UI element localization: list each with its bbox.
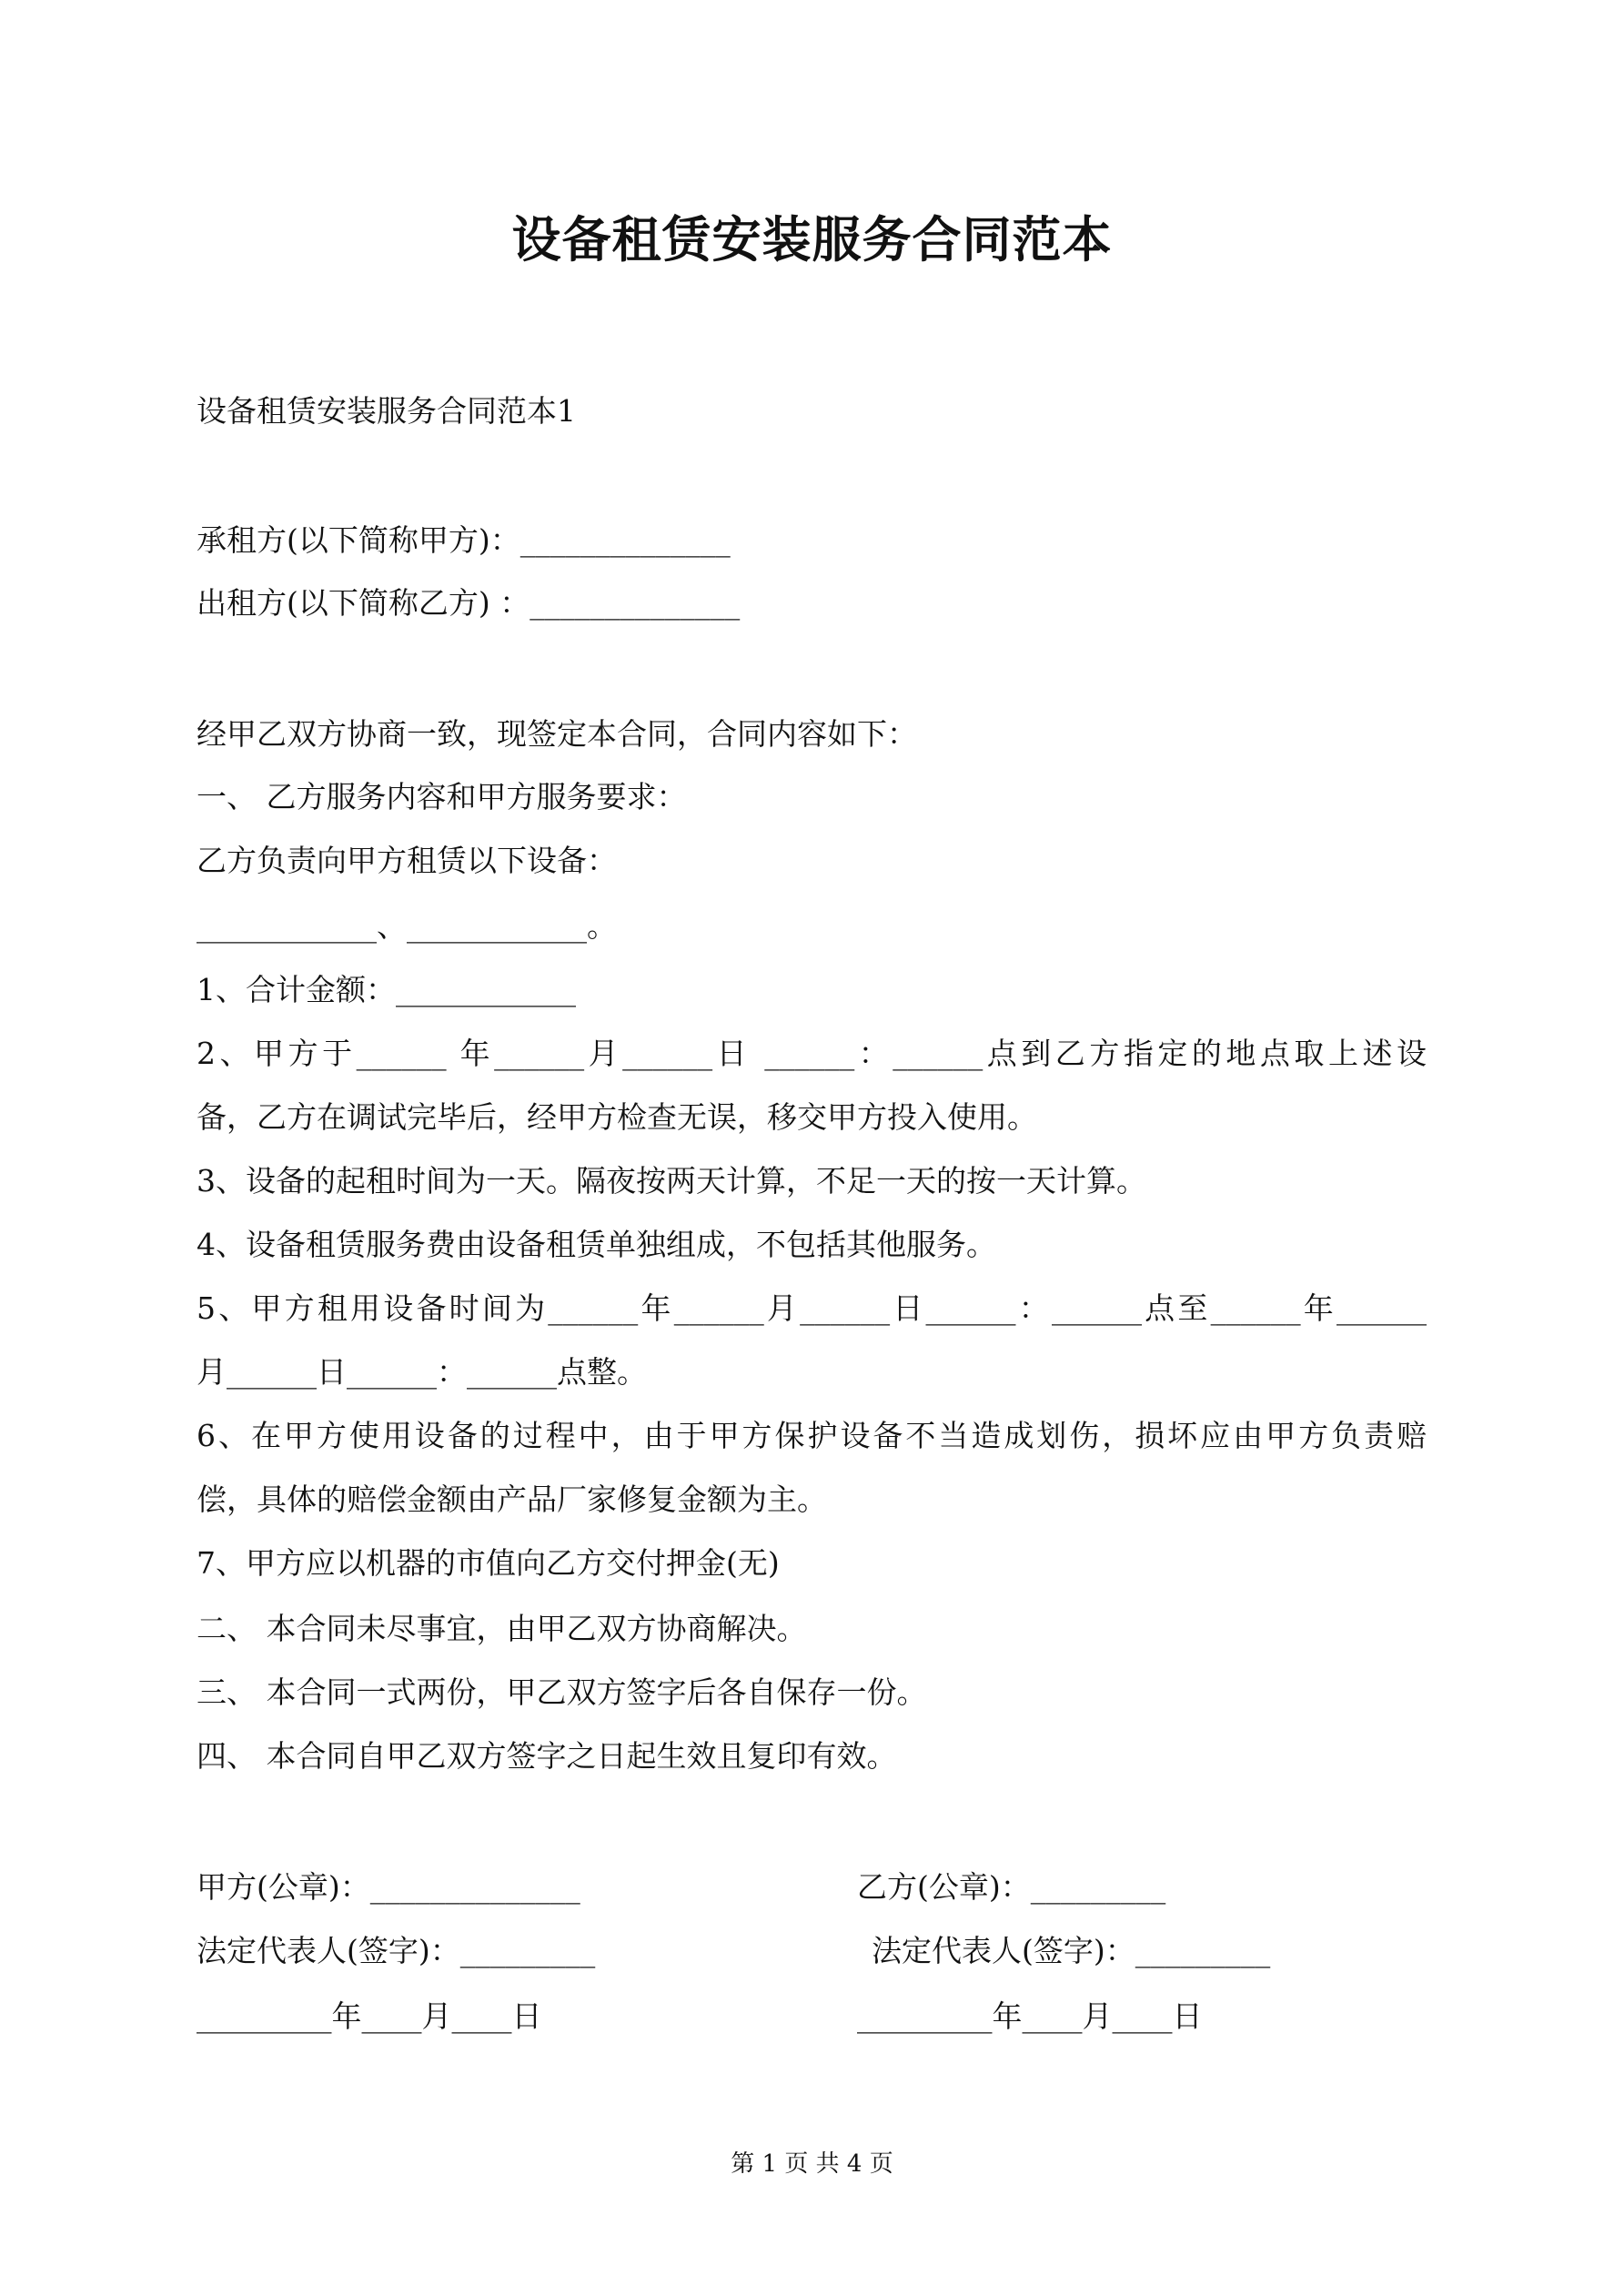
party-b-seal: 乙方(公章)：_________ xyxy=(857,1869,1166,1905)
document-title: 设备租赁安装服务合同范本 xyxy=(511,210,1113,268)
section-4: 四、 本合同自甲乙双方签字之日起生效且复印有效。 xyxy=(197,1738,897,1774)
party-a-representative: 法定代表人(签字)：_________ xyxy=(197,1933,596,1968)
section-1-heading: 一、 乙方服务内容和甲方服务要求： xyxy=(197,779,687,814)
clause-7: 7、甲方应以机器的市值向乙方交付押金(无) xyxy=(197,1545,780,1581)
clause-5-line-1: 5、甲方租用设备时间为______年______月______日______：______点至______年______ xyxy=(197,1290,1427,1326)
party-b-date: _________年____月____日 xyxy=(857,1998,1203,2034)
equipment-intro: 乙方负责向甲方租赁以下设备： xyxy=(197,843,617,878)
clause-4: 4、设备租赁服务费由设备租赁单独组成，不包括其他服务。 xyxy=(197,1227,996,1262)
clause-3: 3、设备的起租时间为一天。隔夜按两天计算，不足一天的按一天计算。 xyxy=(197,1163,1146,1199)
contract-subtitle: 设备租赁安装服务合同范本1 xyxy=(197,393,576,429)
section-3: 三、 本合同一式两份，甲乙双方签字后各自保存一份。 xyxy=(197,1674,927,1710)
page-footer: 第 1 页 共 4 页 xyxy=(731,2150,893,2178)
clause-6-line-1: 6、在甲方使用设备的过程中，由于甲方保护设备不当造成划伤，损坏应由甲方负责赔 xyxy=(197,1418,1427,1453)
clause-5-line-2: 月______日______：______点整。 xyxy=(197,1354,647,1390)
clause-1: 1、合计金额：____________ xyxy=(197,972,576,1007)
lessor-line: 出租方(以下简称乙方) ：______________ xyxy=(197,585,741,621)
equipment-blanks: ____________、____________。 xyxy=(197,908,617,944)
intro-paragraph: 经甲乙双方协商一致，现签定本合同，合同内容如下： xyxy=(197,716,917,752)
party-a-seal: 甲方(公章)：______________ xyxy=(197,1869,580,1905)
section-2: 二、 本合同未尽事宜，由甲乙双方协商解决。 xyxy=(197,1611,807,1646)
clause-2-line-1: 2、甲方于______ 年______月______日 ______：______点到乙方指定的地点取上述设 xyxy=(197,1036,1427,1071)
lessee-line: 承租方(以下简称甲方)：______________ xyxy=(197,522,731,558)
party-b-representative: 法定代表人(签字)：_________ xyxy=(872,1933,1271,1968)
party-a-date: _________年____月____日 xyxy=(197,1998,542,2034)
clause-2-line-2: 备，乙方在调试完毕后，经甲方检查无误，移交甲方投入使用。 xyxy=(197,1099,1037,1135)
clause-6-line-2: 偿，具体的赔偿金额由产品厂家修复金额为主。 xyxy=(197,1482,827,1517)
